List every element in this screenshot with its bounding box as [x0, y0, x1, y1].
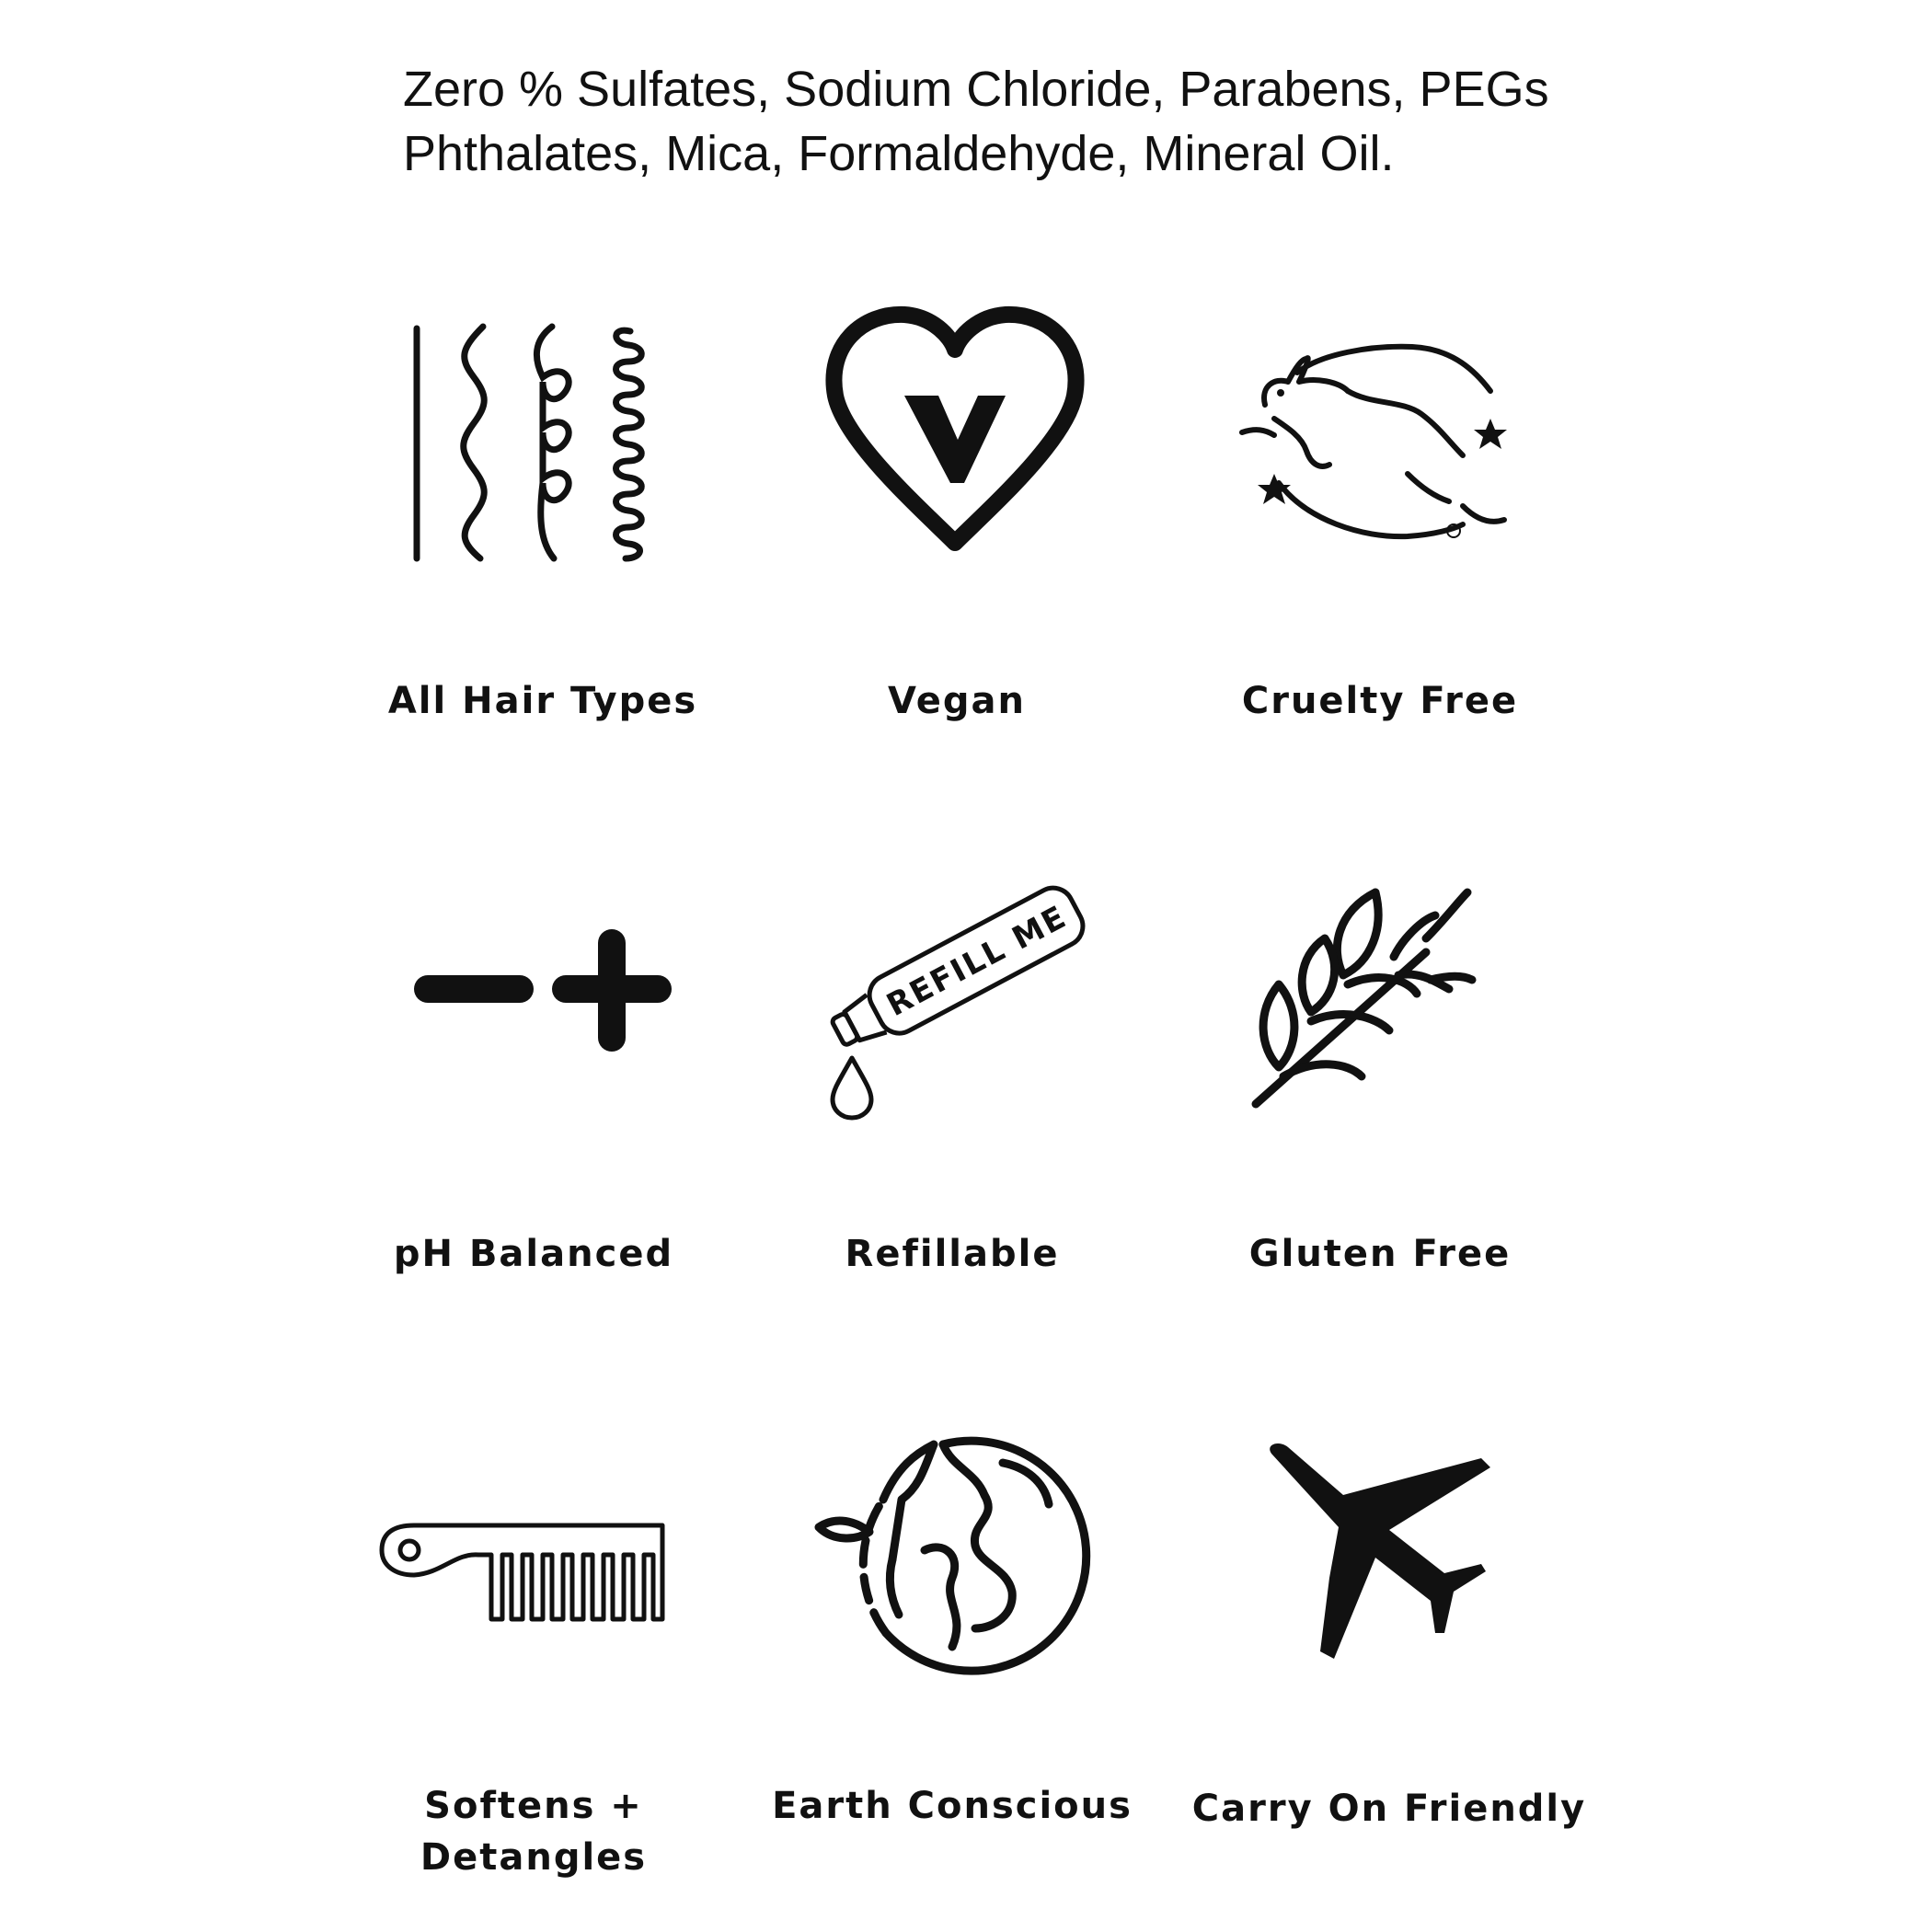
earth-conscious-text: Earth Conscious [772, 1785, 1133, 1827]
all-hair-types-text: All Hair Types [387, 680, 698, 722]
detangles-text: Detangles [420, 1836, 648, 1879]
refill-bottle-icon [822, 869, 1098, 1122]
vegan-text: Vegan [888, 680, 1026, 722]
wheat-icon [1242, 883, 1490, 1118]
leaping-bunny-icon [1233, 336, 1518, 547]
ph-balanced-text: pH Balanced [393, 1233, 674, 1275]
comb-icon [377, 1518, 676, 1628]
intro-text [403, 57, 1599, 186]
intro-line-2: Phthalates, Mica, Formaldehyde, Mineral Oil. [403, 126, 1395, 181]
vegan-heart-icon [822, 304, 1088, 561]
feature-label-refillable [768, 1228, 1136, 1280]
feature-label-cruelty-free [1187, 675, 1573, 727]
gluten-free-text: Gluten Free [1248, 1233, 1512, 1275]
feature-label-carry-on-friendly [1187, 1783, 1592, 1834]
intro-line-1: Zero % Sulfates, Sodium Chloride, Parabens, PEGs [403, 62, 1549, 117]
earth-leaf-icon [814, 1431, 1109, 1670]
refillable-text: Refillable [845, 1233, 1060, 1275]
carry-on-friendly-text: Carry On Friendly [1191, 1788, 1587, 1830]
feature-label-earth-conscious [768, 1780, 1136, 1832]
feature-label-softens-detangles [350, 1780, 718, 1883]
hair-types-icon [405, 317, 662, 570]
feature-label-gluten-free [1187, 1228, 1573, 1280]
feature-label-vegan [773, 675, 1141, 727]
feature-label-all-hair-types [359, 675, 727, 727]
airplane-icon [1260, 1440, 1500, 1665]
cruelty-free-text: Cruelty Free [1241, 680, 1519, 722]
minus-plus-icon [405, 929, 681, 1053]
softens-text: Softens + [424, 1785, 643, 1827]
feature-label-ph-balanced [350, 1228, 718, 1280]
refill-me-text: REFILL ME [880, 898, 1074, 1025]
